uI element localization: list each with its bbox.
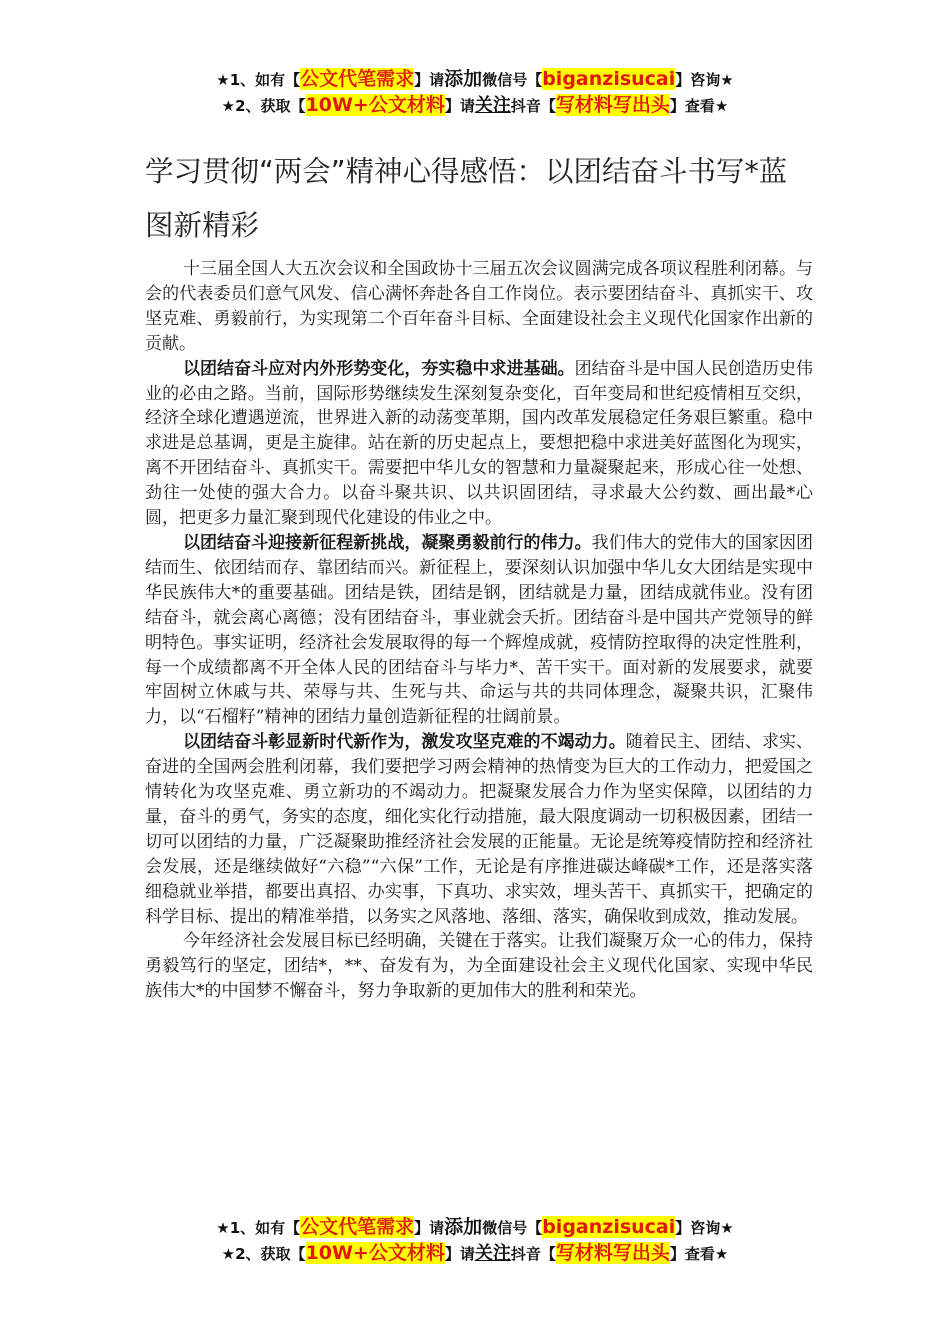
paragraph-lead: 以团结奋斗应对内外形势变化，夯实稳中求进基础。 <box>183 358 575 379</box>
paragraph-lead: 以团结奋斗彰显新时代新作为，激发攻坚克难的不竭动力。 <box>183 732 626 753</box>
highlight-text: 10W+公文材料 <box>305 94 445 116</box>
document-title: 学习贯彻“两会”精神心得感悟：以团结奋斗书写*蓝图新精彩 <box>145 155 788 242</box>
highlight-text: 写材料写出头 <box>555 1242 670 1264</box>
highlight-text: 写材料写出头 <box>555 94 670 116</box>
paragraph-lead: 以团结奋斗迎接新征程新挑战，凝聚勇毅前行的伟力。 <box>183 532 592 553</box>
highlight-text: 10W+公文材料 <box>305 1242 445 1264</box>
document-body <box>145 257 813 1004</box>
highlight-text: biganzisucai <box>542 1216 676 1238</box>
promo-line-2: ★2、获取【10W+公文材料】请关注抖音【写材料写出头】查看★ <box>221 94 729 116</box>
paragraph: 以团结奋斗应对内外形势变化，夯实稳中求进基础。团结奋斗是中国人民创造历史伟业的必由之路。当前，国际形势继续发生深刻复杂变化，百年变局和世纪疫情相互交织，经济全球化遭遇逆流，世界进入新的动荡变革期，国内改革发展稳定任务艰巨繁重。稳中求进是总基调，更是主旋律。站在新的历史起点上，要想把稳中求进美好蓝图化为现实，离不开团结奋斗、真抓实干。需要把中华儿女的智慧和力量凝聚起来，形成心往一处想、劲往一处使的强大合力。以奋斗聚共识、以共识固团结，寻求最大公约数、画出最*心圆，把更多力量汇聚到现代化建设的伟业之中。 <box>145 358 814 529</box>
promo-line-1: ★1、如有【公文代笔需求】请添加微信号【biganzisucai】咨询★ <box>216 68 734 90</box>
promo-header <box>0 67 950 119</box>
highlight-text: biganzisucai <box>542 68 676 90</box>
promo-line-1: ★1、如有【公文代笔需求】请添加微信号【biganzisucai】咨询★ <box>216 1216 734 1238</box>
promo-footer <box>0 1215 950 1267</box>
paragraph: 今年经济社会发展目标已经明确，关键在于落实。让我们凝聚万众一心的伟力，保持勇毅笃行的坚定，团结*，**、奋发有为，为全面建设社会主义现代化国家、实现中华民族伟大*的中国梦不懈奋斗，努力争取新的更加伟大的胜利和荣光。 <box>145 931 813 1002</box>
highlight-text: 公文代笔需求 <box>300 68 415 90</box>
paragraph: 十三届全国人大五次会议和全国政协十三届五次会议圆满完成各项议程胜利闭幕。与会的代表委员们意气风发、信心满怀奔赴各自工作岗位。表示要团结奋斗、真抓实干、攻坚克难、勇毅前行，为实现第二个百年奋斗目标、全面建设社会主义现代化国家作出新的贡献。 <box>145 259 813 354</box>
paragraph: 以团结奋斗迎接新征程新挑战，凝聚勇毅前行的伟力。我们伟大的党伟大的国家因团结而生、依团结而存、靠团结而兴。新征程上，要深刻认识加强中华儿女大团结是实现中华民族伟大*的重要基础。团结是铁，团结是钢，团结就是力量，团结成就伟业。没有团结奋斗，就会离心离德；没有团结奋斗，事业就会夭折。团结奋斗是中国共产党领导的鲜明特色。事实证明，经济社会发展取得的每一个辉煌成就，疫情防控取得的决定性胜利，每一个成绩都离不开全体人民的团结奋斗与毕力*、苦干实干。面对新的发展要求，就要牢固树立休戚与共、荣辱与共、生死与共、命运与共的共同体理念，凝聚共识，汇聚伟力，以“石榴籽”精神的团结力量创造新征程的壮阔前景。 <box>145 532 814 728</box>
highlight-text: 公文代笔需求 <box>300 1216 415 1238</box>
paragraph: 以团结奋斗彰显新时代新作为，激发攻坚克难的不竭动力。随着民主、团结、求实、奋进的全国两会胜利闭幕，我们要把学习两会精神的热情变为巨大的工作动力，把爱国之情转化为攻坚克难、勇立新功的不竭动力。把凝聚发展合力作为坚实保障，以团结的力量，奋斗的勇气，务实的态度，细化实化行动措施，最大限度调动一切积极因素，团结一切可以团结的力量，广泛凝聚助推经济社会发展的正能量。无论是统筹疫情防控和经济社会发展，还是继续做好“六稳”“六保”工作，无论是有序推进碳达峰碳*工作，还是落实落细稳就业举措，都要出真招、办实事，下真功、求实效，埋头苦干、真抓实干，把确定的科学目标、提出的精准举措，以务实之风落地、落细、落实，确保收到成效，推动发展。 <box>145 732 814 927</box>
promo-line-2: ★2、获取【10W+公文材料】请关注抖音【写材料写出头】查看★ <box>221 1242 729 1264</box>
